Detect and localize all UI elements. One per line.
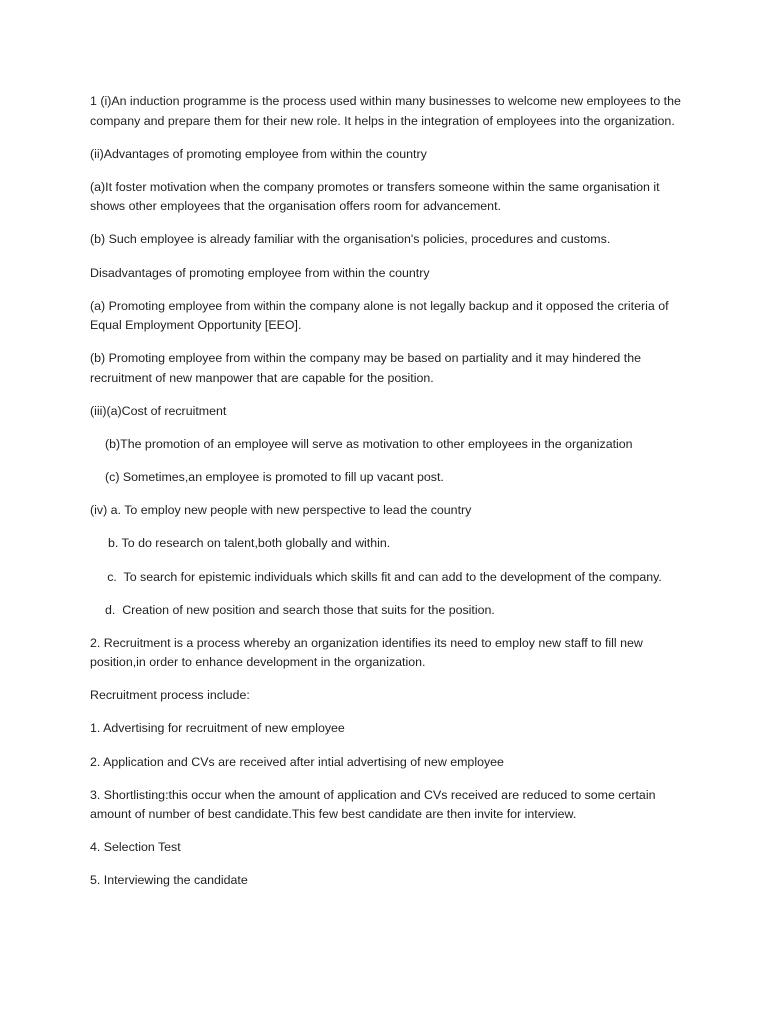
document-page <box>90 92 685 905</box>
paragraph-iv-b: b. To do research on talent,both globally and within. <box>108 536 391 551</box>
paragraph-iii-c: (c) Sometimes,an employee is promoted to fill up vacant post. <box>105 470 444 485</box>
paragraph-advantage-b: (b) Such employee is already familiar with the organisation's policies, procedures and customs. <box>90 232 611 247</box>
paragraph-iii-a: (iii)(a)Cost of recruitment <box>90 404 227 419</box>
paragraph-advantage-a: (a)It foster motivation when the company promotes or transfers someone within the same organisation it shows other employees that the organisation offers room for advancement. <box>90 179 664 214</box>
paragraph-process-step-1: 1. Advertising for recruitment of new employee <box>90 721 345 736</box>
paragraph-disadvantages-heading: Disadvantages of promoting employee from within the country <box>90 265 430 280</box>
paragraph-disadvantage-b: (b) Promoting employee from within the company may be based on partiality and it may hindered the recruitment of new manpower that are capable for the position. <box>90 351 645 385</box>
paragraph-process-heading: Recruitment process include: <box>90 688 250 703</box>
paragraph-process-step-3: 3. Shortlisting:this occur when the amount of application and CVs received are reduced to some certain amount of number of best candidate.This few best candidate are then invite for interview. <box>90 787 659 822</box>
paragraph-process-step-4: 4. Selection Test <box>90 840 181 855</box>
paragraph-iv-d: d. Creation of new position and search those that suits for the position. <box>105 602 495 617</box>
paragraph-induction-definition: 1 (i)An induction programme is the process used within many businesses to welcome new employees to the company and prepare them for their new role. It helps in the integration of employees into the organization. <box>90 94 685 128</box>
paragraph-iii-b: (b)The promotion of an employee will serve as motivation to other employees in the organization <box>105 437 633 452</box>
paragraph-disadvantage-a: (a) Promoting employee from within the company alone is not legally backup and it opposed the criteria of Equal Employment Opportunity [EEO]. <box>90 298 672 333</box>
paragraph-recruitment-definition: 2. Recruitment is a process whereby an organization identifies its need to employ new staff to fill new position,in order to enhance development in the organization. <box>90 635 647 670</box>
paragraph-process-step-5: 5. Interviewing the candidate <box>90 873 248 888</box>
paragraph-process-step-2: 2. Application and CVs are received after intial advertising of new employee <box>90 754 504 769</box>
paragraph-iv-c: c. To search for epistemic individuals which skills fit and can add to the development of the company. <box>90 569 662 584</box>
paragraph-advantages-heading: (ii)Advantages of promoting employee from within the country <box>90 146 427 161</box>
paragraph-iv-a: (iv) a. To employ new people with new perspective to lead the country <box>90 503 472 518</box>
